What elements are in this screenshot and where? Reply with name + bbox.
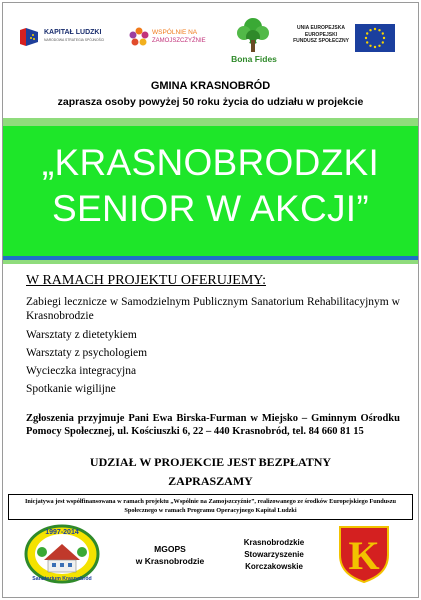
shield-letter: K — [348, 533, 380, 578]
banner-line-2: SENIOR W AKCJI” — [52, 188, 369, 229]
eu-line3: FUNDUSZ SPOŁECZNY — [293, 38, 349, 44]
kapital-ludzki-flag-icon — [18, 26, 40, 48]
project-title-banner — [3, 126, 418, 256]
banner-top-stripe — [3, 118, 418, 126]
bona-fides-text: Bona Fides — [231, 54, 277, 64]
sanatorium-name: Sanatorium Krasnobród — [32, 576, 92, 582]
mgops-line1: MGOPS — [154, 544, 186, 554]
invitation-subheading: zaprasza osoby powyżej 50 roku życia do udziału w projekcie — [57, 96, 364, 108]
kapital-ludzki-title: KAPITAŁ LUDZKI — [44, 29, 102, 36]
eu-line1: UNIA EUROPEJSKA — [297, 25, 345, 31]
association-line3: Korczakowskie — [245, 562, 303, 571]
eu-text — [289, 25, 353, 45]
offers-heading: W RAMACH PROJEKTU OFERUJEMY: — [26, 273, 266, 288]
wspolnie-line1: WSPÓLNIE NA — [152, 29, 198, 36]
organizer-heading: GMINA KRASNOBRÓD — [150, 80, 271, 92]
offer-item: Zabiegi lecznicze w Samodzielnym Publicznym Sanatorium Rehabilitacyjnym w Krasnobrodzie — [26, 296, 400, 322]
krasnobrod-coat-of-arms — [338, 525, 390, 583]
eu-line2: EUROPEJSKI — [304, 31, 338, 38]
sanatorium-logo — [24, 524, 100, 584]
funding-notice: Inicjatywa jest współfinansowana w ramach projektu „Wspólnie na Zamojszczyźnie”, realizowanego ze środków Europejskiego Funduszu Społecznego w ramach Programu Operacyjnego Kapitał Ludzki — [8, 494, 413, 520]
banner-bottom-stripe — [3, 260, 418, 264]
free-participation-notice: UDZIAŁ W PROJEKCIE JEST BEZPŁATNY — [89, 455, 332, 469]
association-label — [232, 537, 316, 573]
tree-icon — [234, 16, 272, 54]
contact-info: Zgłoszenia przyjmuje Pani Ewa Birska-Furman w Miejsko – Gminnym Ośrodku Pomocy Społecznej, ul. Kościuszki 6, 22 – 440 Krasnobród, tel. 84 660 81 15 — [26, 413, 400, 437]
offer-item: Wycieczka integracyjna — [26, 365, 137, 377]
mgops-label — [128, 543, 212, 567]
offer-item: Spotkanie wigilijne — [26, 383, 116, 395]
banner-line-1: „KRASNOBRODZKI — [41, 142, 380, 183]
association-line2: Stowarzyszenie — [244, 550, 304, 559]
bona-fides-logo — [228, 16, 280, 68]
wspolnie-line2: ZAMOJSZCZYŹNIE — [152, 38, 206, 44]
association-line1: Krasnobrodzkie — [243, 538, 305, 547]
offer-item: Warsztaty z dietetykiem — [26, 329, 137, 341]
kapital-ludzki-subtitle: NARODOWA STRATEGIA SPÓJNOŚCI — [44, 38, 105, 42]
eu-logo — [289, 24, 409, 54]
sanatorium-years: 1997-2014 — [45, 529, 79, 536]
mgops-line2: w Krasnobrodzie — [135, 556, 205, 566]
wspolnie-logo — [128, 26, 224, 52]
flower-icon — [128, 26, 150, 48]
kapital-ludzki-logo — [18, 26, 118, 52]
invite-all: ZAPRASZAMY — [168, 474, 253, 488]
offer-item: Warsztaty z psychologiem — [26, 347, 148, 359]
eu-flag-icon — [355, 24, 395, 52]
logos-row — [6, 12, 415, 64]
